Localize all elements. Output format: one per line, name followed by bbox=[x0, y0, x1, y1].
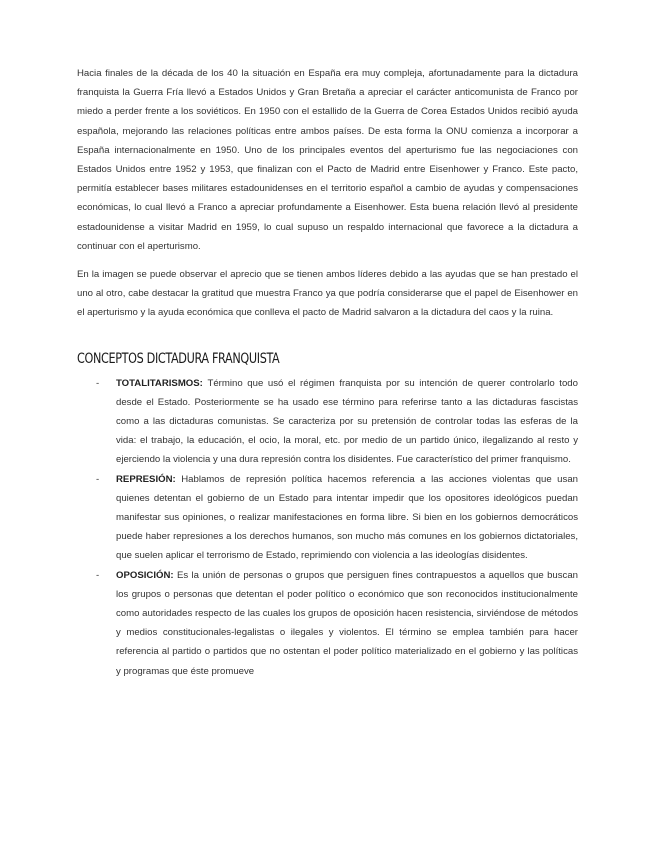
concept-term: REPRESIÓN: bbox=[116, 473, 182, 485]
bullet-dash: - bbox=[96, 569, 100, 581]
concept-definition: Término que usó el régimen franquista por su intención de querer controlarlo todo desde el Estado. Posteriormente se ha usado ese término para referirse tanto a las dictaduras fascistas como a las dictaduras comunistas. Se caracteriza por su pretensión de controlar todas las esferas de la vida: el trabajo, la educación, el ocio, la moral, etc. por medio de un partido único, ilegalizando al resto y ejerciendo la violencia y una dura represión contra los disidentes. Fue característico del primer franquismo. bbox=[116, 377, 578, 466]
section-heading: CONCEPTOS DICTADURA FRANQUISTA bbox=[77, 350, 280, 367]
concept-term: OPOSICIÓN: bbox=[116, 569, 177, 581]
list-item-oposicion bbox=[77, 566, 578, 681]
list-item-represion bbox=[77, 470, 578, 566]
list-item-totalitarismos bbox=[77, 374, 578, 470]
paragraph-aperturismo: Hacia finales de la década de los 40 la situación en España era muy compleja, afortunadamente para la dictadura franquista la Guerra Fría llevó a Estados Unidos y Gran Bretaña a apreciar el carácter anticomunista de Franco por miedo a perder frente a los soviéticos. En 1950 con el estallido de la Guerra de Corea Estados Unidos recibió ayuda española, mejorando las relaciones políticas entre ambos países. De esta forma la ONU comienza a incorporar a España internacionalmente en 1950. Uno de los principales eventos del aperturismo fue las negociaciones con Estados Unidos entre 1952 y 1953, que finalizan con el Pacto de Madrid entre Eisenhower y Franco. Este pacto, permitía establecer bases militares estadounidenses en el territorio español a cambio de ayudas y compensaciones económicas, lo cual llevó a Franco a apreciar profundamente a Eisenhower. Esta buena relación llevó al presidente estadounidense a visitar Madrid en 1959, lo cual supuso un respaldo internacional que favorece a la dictadura a continuar con el aperturismo. bbox=[77, 68, 578, 252]
concept-definition: Es la unión de personas o grupos que persiguen fines contrapuestos a aquellos que buscan los grupos o personas que detentan el poder político o económico que son reconocidos institucionalmente como autoridades respecto de las cuales los grupos de oposición hacen resistencia, sirviéndose de métodos y medios constitucionales-legalistas o ilegales y violentos. El término se emplea también para hacer referencia al partido o partidos que no ostentan el poder político materializado en el gobierno y las políticas y programas que éste promueve bbox=[116, 569, 579, 677]
concept-term: TOTALITARISMOS: bbox=[116, 377, 208, 389]
bullet-dash: - bbox=[96, 473, 100, 485]
concept-definition: Hablamos de represión política hacemos referencia a las acciones violentas que usan quienes detentan el gobierno de un Estado para intentar impedir que los opositores ideológicos puedan manifestar sus opiniones, o realizar manifestaciones en forma libre. Si bien en los gobiernos democráticos puede haber represiones a los derechos humanos, son mucho más comunes en los gobiernos dictatoriales, que suelen aplicar el terrorismo de Estado, reprimiendo con violencia a las ideologías disidentes. bbox=[116, 473, 578, 562]
document-body bbox=[77, 64, 578, 681]
concepts-list bbox=[77, 374, 578, 681]
paragraph-imagen: En la imagen se puede observar el aprecio que se tienen ambos líderes debido a las ayudas que se han prestado el uno al otro, cabe destacar la gratitud que muestra Franco ya que podría considerarse que el papel de Eisenhower en el aperturismo y la ayuda económica que conlleva el pacto de Madrid salvaron a la dictadura del caos y la ruina. bbox=[77, 269, 578, 319]
bullet-dash: - bbox=[96, 377, 100, 389]
